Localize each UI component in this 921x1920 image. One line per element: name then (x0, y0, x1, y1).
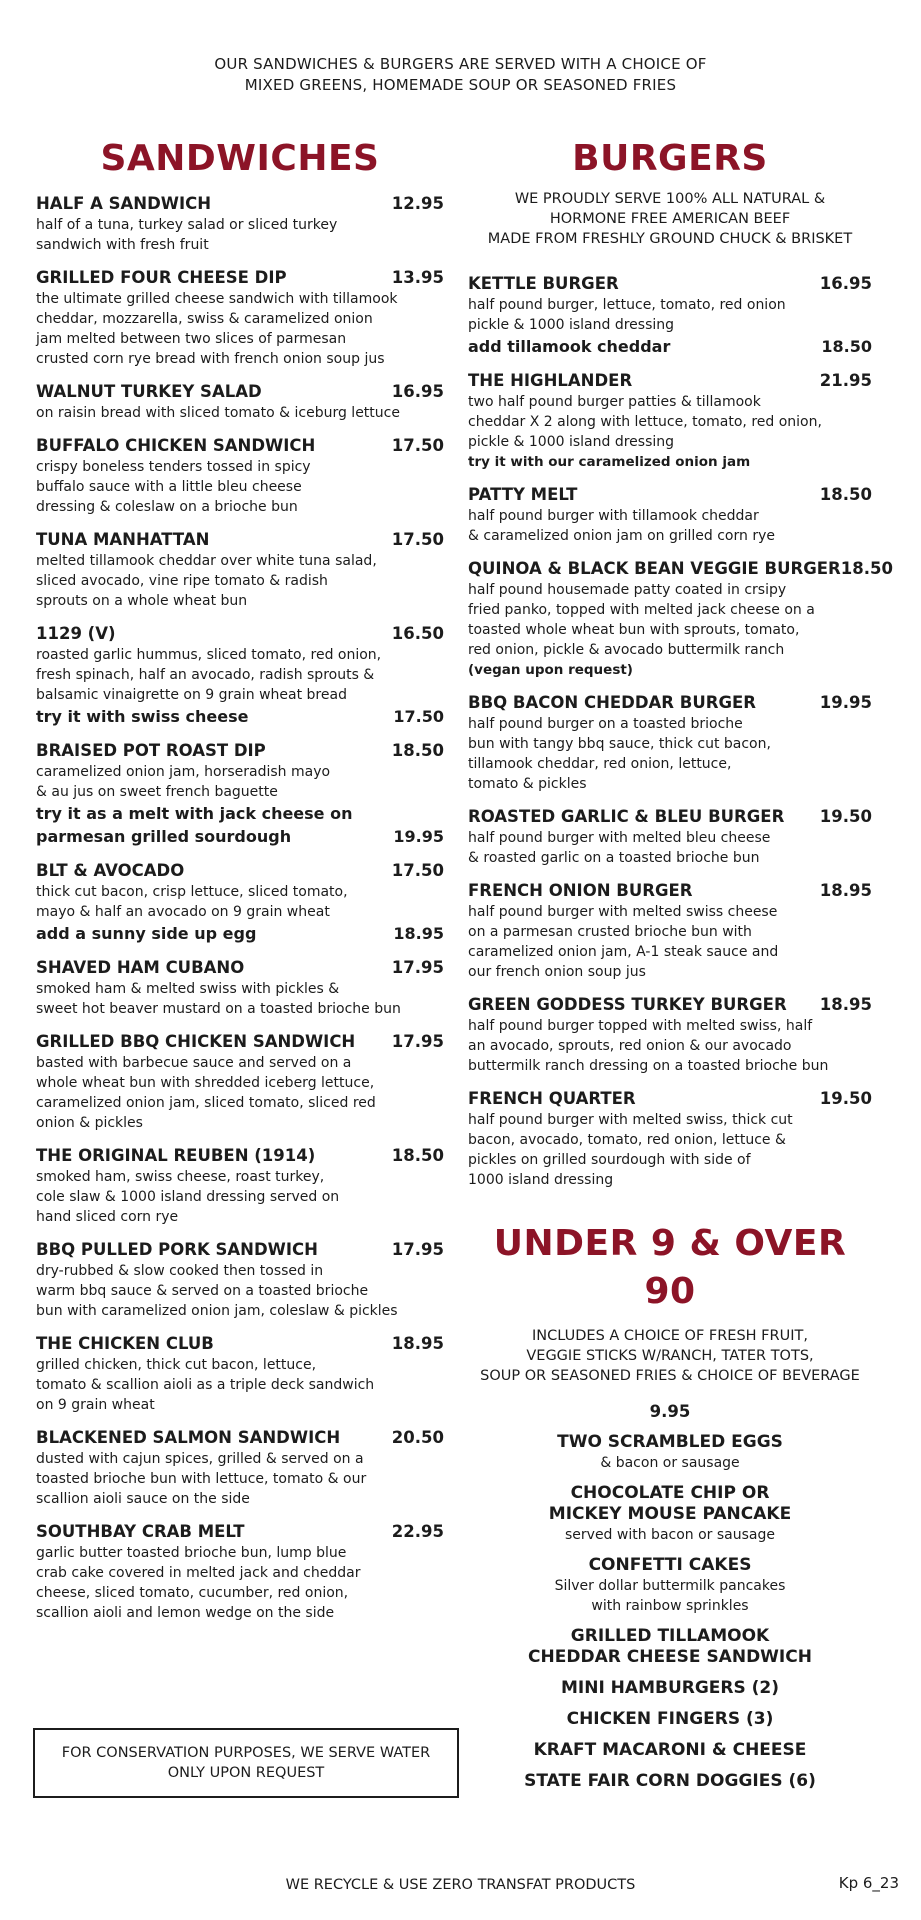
item-price: 18.50 (391, 741, 444, 760)
item-header (36, 529, 444, 551)
item-header (36, 1145, 444, 1167)
description-line: buffalo sauce with a little bleu cheese (36, 479, 302, 495)
item-price: 22.95 (391, 1522, 444, 1541)
item-name: BLT & AVOCADO (36, 861, 185, 880)
kids-item-name (468, 1432, 872, 1453)
item-description (36, 1355, 444, 1415)
item-description (36, 1449, 444, 1509)
item-name: THE ORIGINAL REUBEN (1914) (36, 1146, 316, 1165)
kids-title: UNDER 9 & OVER 90 (493, 1223, 847, 1312)
menu-item (36, 193, 444, 255)
description-line: half pound burger with tillamook cheddar (468, 508, 759, 524)
item-name: BLACKENED SALMON SANDWICH (36, 1428, 341, 1447)
description-line: roasted garlic hummus, sliced tomato, red onion, (36, 647, 382, 663)
description-line: half pound housemade patty coated in crsipy (468, 582, 787, 598)
menu-item (36, 860, 444, 945)
addon-text (36, 802, 352, 848)
kids-name-line: MINI HAMBURGERS (2) (560, 1678, 780, 1698)
item-price: 19.50 (819, 1089, 872, 1108)
description-line: thick cut bacon, crisp lettuce, sliced tomato, (36, 884, 348, 900)
addon-text (36, 705, 248, 728)
menu-code: Kp 6_23 (838, 1874, 899, 1892)
item-name: SHAVED HAM CUBANO (36, 958, 245, 977)
item-price: 21.95 (819, 371, 872, 390)
kids-name-line: TWO SCRAMBLED EGGS (557, 1432, 783, 1452)
description-line: half pound burger with melted swiss, thick cut (468, 1112, 793, 1128)
description-line: on a parmesan crusted brioche bun with (468, 924, 752, 940)
item-price: 17.50 (391, 436, 444, 455)
kids-name-line: CHEDDAR CHEESE SANDWICH (528, 1647, 812, 1667)
description-line: crusted corn rye bread with french onion soup jus (36, 351, 385, 367)
description-line: half pound burger topped with melted swiss, half (468, 1018, 813, 1034)
kids-intro-line: INCLUDES A CHOICE OF FRESH FRUIT, (532, 1328, 808, 1344)
burgers-intro-line: WE PROUDLY SERVE 100% ALL NATURAL & (514, 191, 826, 207)
item-addon (36, 922, 444, 945)
description-line: tomato & scallion aioli as a triple deck sandwich (36, 1377, 375, 1393)
description-line: bun with caramelized onion jam, coleslaw & pickles (36, 1303, 398, 1319)
item-price: 13.95 (391, 268, 444, 287)
description-line: sprouts on a whole wheat bun (36, 593, 248, 609)
item-header (36, 267, 444, 289)
kids-name-line: CONFETTI CAKES (588, 1555, 752, 1575)
kids-name-line: CHICKEN FINGERS (3) (566, 1709, 774, 1729)
description-line: tomato & pickles (468, 776, 587, 792)
item-name: GREEN GODDESS TURKEY BURGER (468, 995, 787, 1014)
item-header (468, 692, 872, 714)
item-description (36, 645, 444, 705)
item-price: 16.95 (819, 274, 872, 293)
description-line: on 9 grain wheat (36, 1397, 155, 1413)
item-price: 19.50 (819, 807, 872, 826)
item-header (468, 484, 872, 506)
menu-item (468, 1088, 872, 1190)
served-with-intro (0, 54, 921, 96)
description-line: scallion aioli and lemon wedge on the side (36, 1605, 335, 1621)
description-line: fresh spinach, half an avocado, radish sprouts & (36, 667, 375, 683)
description-line: caramelized onion jam, A-1 steak sauce and (468, 944, 779, 960)
menu-item (36, 1031, 444, 1133)
item-header (36, 860, 444, 882)
description-line: hand sliced corn rye (36, 1209, 179, 1225)
water-notice (33, 1728, 459, 1798)
menu-item (36, 529, 444, 611)
kids-item-description (468, 1453, 872, 1473)
description-line: 1000 island dressing (468, 1172, 614, 1188)
description-line: whole wheat bun with shredded iceberg lettuce, (36, 1075, 375, 1091)
item-price: 16.95 (391, 382, 444, 401)
item-note: (vegan upon request) (468, 662, 633, 678)
item-price: 20.50 (391, 1428, 444, 1447)
item-description (36, 551, 444, 611)
item-name: BUFFALO CHICKEN SANDWICH (36, 436, 316, 455)
kids-item-description (468, 1525, 872, 1545)
item-name: QUINOA & BLACK BEAN VEGGIE BURGER (468, 559, 841, 578)
menu-item (36, 1145, 444, 1227)
notice-line: FOR CONSERVATION PURPOSES, WE SERVE WATER (61, 1745, 431, 1761)
item-name: KETTLE BURGER (468, 274, 619, 293)
kids-item-name (468, 1740, 872, 1761)
item-price: 18.95 (819, 995, 872, 1014)
item-description (36, 403, 444, 423)
item-header (36, 435, 444, 457)
kids-menu-item (468, 1678, 872, 1699)
kids-item-name (468, 1483, 872, 1525)
item-description (468, 506, 872, 546)
addon-line: try it with swiss cheese (36, 707, 249, 726)
kids-desc-line: Silver dollar buttermilk pancakes (554, 1578, 786, 1594)
description-line: basted with barbecue sauce and served on a (36, 1055, 352, 1071)
kids-menu-item (468, 1771, 872, 1792)
item-description (36, 762, 444, 802)
description-line: smoked ham & melted swiss with pickles & (36, 981, 340, 997)
menu-item (468, 484, 872, 546)
description-line: pickle & 1000 island dressing (468, 317, 675, 333)
menu-item (468, 370, 872, 472)
menu-item (36, 1239, 444, 1321)
menu-item (468, 994, 872, 1076)
description-line: toasted brioche bun with lettuce, tomato & our (36, 1471, 367, 1487)
addon-price: 17.50 (393, 707, 444, 726)
description-line: dusted with cajun spices, grilled & served on a (36, 1451, 364, 1467)
kids-name-line: CHOCOLATE CHIP OR (570, 1483, 770, 1503)
sandwiches-column (36, 135, 444, 1635)
item-header (36, 381, 444, 403)
kids-name-line: MICKEY MOUSE PANCAKE (548, 1504, 792, 1524)
item-price: 18.50 (391, 1146, 444, 1165)
description-line: cole slaw & 1000 island dressing served on (36, 1189, 340, 1205)
description-line: smoked ham, swiss cheese, roast turkey, (36, 1169, 325, 1185)
kids-name-line: KRAFT MACARONI & CHEESE (533, 1740, 807, 1760)
description-line: an avocado, sprouts, red onion & our avocado (468, 1038, 792, 1054)
item-name: BBQ PULLED PORK SANDWICH (36, 1240, 318, 1259)
description-line: bun with tangy bbq sauce, thick cut bacon, (468, 736, 771, 752)
description-line: caramelized onion jam, sliced tomato, sliced red (36, 1095, 376, 1111)
item-header (36, 193, 444, 215)
item-name: HALF A SANDWICH (36, 194, 212, 213)
item-header (468, 370, 872, 392)
description-line: two half pound burger patties & tillamook (468, 394, 761, 410)
description-line: pickle & 1000 island dressing (468, 434, 675, 450)
item-description (468, 392, 872, 452)
description-line: red onion, pickle & avocado buttermilk ranch (468, 642, 785, 658)
menu-item (36, 740, 444, 848)
kids-price: 9.95 (649, 1402, 691, 1421)
burgers-list (468, 273, 893, 1190)
item-price: 17.50 (391, 530, 444, 549)
description-line: & roasted garlic on a toasted brioche bun (468, 850, 760, 866)
menu-item (468, 558, 893, 680)
item-description (36, 979, 444, 1019)
kids-item-name (468, 1555, 872, 1576)
kids-item-description (468, 1576, 872, 1616)
item-description (468, 1110, 872, 1190)
description-line: our french onion soup jus (468, 964, 646, 980)
item-description (468, 828, 872, 868)
intro-line: OUR SANDWICHES & BURGERS ARE SERVED WITH A CHOICE OF (214, 55, 707, 73)
menu-item (36, 381, 444, 423)
item-header (36, 1333, 444, 1355)
item-price: 18.95 (819, 881, 872, 900)
item-header (36, 1031, 444, 1053)
description-line: grilled chicken, thick cut bacon, lettuce, (36, 1357, 317, 1373)
item-name: TUNA MANHATTAN (36, 530, 210, 549)
item-description (468, 714, 872, 794)
kids-menu-item (468, 1555, 872, 1616)
item-description (468, 1016, 872, 1076)
kids-menu-item (468, 1432, 872, 1473)
kids-item-name (468, 1771, 872, 1792)
menu-item (36, 267, 444, 369)
item-header (468, 558, 893, 580)
footer-note: WE RECYCLE & USE ZERO TRANSFAT PRODUCTS (285, 1877, 636, 1893)
addon-price: 19.95 (393, 827, 444, 846)
addon-line: parmesan grilled sourdough (36, 827, 292, 846)
item-name: WALNUT TURKEY SALAD (36, 382, 262, 401)
description-line: the ultimate grilled cheese sandwich with tillamook (36, 291, 398, 307)
description-line: half of a tuna, turkey salad or sliced turkey (36, 217, 338, 233)
kids-list (468, 1432, 872, 1792)
menu-item (468, 806, 872, 868)
description-line: crab cake covered in melted jack and cheddar (36, 1565, 361, 1581)
description-line: cheddar X 2 along with lettuce, tomato, red onion, (468, 414, 822, 430)
item-name: THE CHICKEN CLUB (36, 1334, 214, 1353)
menu-item (468, 692, 872, 794)
item-addon (468, 335, 872, 358)
burgers-intro-line: MADE FROM FRESHLY GROUND CHUCK & BRISKET (487, 231, 853, 247)
item-description (36, 1053, 444, 1133)
description-line: buttermilk ranch dressing on a toasted brioche bun (468, 1058, 829, 1074)
description-line: warm bbq sauce & served on a toasted brioche (36, 1283, 369, 1299)
description-line: half pound burger, lettuce, tomato, red onion (468, 297, 786, 313)
menu-item (36, 1521, 444, 1623)
item-name: GRILLED BBQ CHICKEN SANDWICH (36, 1032, 356, 1051)
item-name: GRILLED FOUR CHEESE DIP (36, 268, 287, 287)
kids-menu-item (468, 1483, 872, 1545)
sandwiches-list (36, 193, 444, 1623)
item-name: PATTY MELT (468, 485, 578, 504)
addon-price: 18.50 (821, 337, 872, 356)
kids-menu-item (468, 1626, 872, 1668)
description-line: & caramelized onion jam on grilled corn rye (468, 528, 775, 544)
burgers-column (468, 135, 893, 1802)
item-header (468, 806, 872, 828)
addon-line: add tillamook cheddar (468, 337, 671, 356)
item-name: 1129 (V) (36, 624, 116, 643)
item-description (36, 1261, 444, 1321)
description-line: balsamic vinaigrette on 9 grain wheat bread (36, 687, 347, 703)
item-price: 17.95 (391, 1032, 444, 1051)
kids-name-line: GRILLED TILLAMOOK (570, 1626, 770, 1646)
item-price: 19.95 (819, 693, 872, 712)
description-line: sweet hot beaver mustard on a toasted brioche bun (36, 1001, 401, 1017)
item-header (468, 1088, 872, 1110)
addon-text (36, 922, 256, 945)
item-addon (36, 705, 444, 728)
kids-desc-line: with rainbow sprinkles (591, 1598, 749, 1614)
item-header (36, 1427, 444, 1449)
item-name: FRENCH QUARTER (468, 1089, 636, 1108)
description-line: & au jus on sweet french baguette (36, 784, 278, 800)
item-header (468, 880, 872, 902)
description-line: fried panko, topped with melted jack cheese on a (468, 602, 815, 618)
item-description (36, 289, 444, 369)
item-description (36, 457, 444, 517)
menu-item (468, 880, 872, 982)
addon-price: 18.95 (393, 924, 444, 943)
item-addon (36, 802, 444, 848)
burgers-intro (468, 189, 872, 249)
kids-name-line: STATE FAIR CORN DOGGIES (6) (524, 1771, 816, 1791)
menu-item (36, 435, 444, 517)
kids-menu-item (468, 1709, 872, 1730)
kids-section (468, 1220, 872, 1792)
item-price: 16.50 (391, 624, 444, 643)
notice-line: ONLY UPON REQUEST (167, 1765, 325, 1781)
item-description (36, 1543, 444, 1623)
menu-item (36, 957, 444, 1019)
description-line: sliced avocado, vine ripe tomato & radish (36, 573, 328, 589)
sandwiches-title: SANDWICHES (100, 138, 380, 179)
kids-desc-line: & bacon or sausage (600, 1455, 740, 1471)
description-line: cheese, sliced tomato, cucumber, red onion, (36, 1585, 349, 1601)
description-line: pickles on grilled sourdough with side of (468, 1152, 751, 1168)
item-price: 17.95 (391, 958, 444, 977)
item-price: 18.50 (819, 485, 872, 504)
kids-menu-item (468, 1740, 872, 1761)
menu-item (36, 1333, 444, 1415)
item-price: 18.50 (840, 559, 893, 578)
description-line: mayo & half an avocado on 9 grain wheat (36, 904, 330, 920)
kids-item-name (468, 1626, 872, 1668)
description-line: bacon, avocado, tomato, red onion, lettuce & (468, 1132, 786, 1148)
kids-intro (468, 1326, 872, 1386)
menu-item (36, 1427, 444, 1509)
description-line: dressing & coleslaw on a brioche bun (36, 499, 298, 515)
kids-intro-line: SOUP OR SEASONED FRIES & CHOICE OF BEVERAGE (480, 1368, 860, 1384)
item-name: BBQ BACON CHEDDAR BURGER (468, 693, 756, 712)
addon-line: add a sunny side up egg (36, 924, 257, 943)
item-description (468, 902, 872, 982)
item-header (36, 1521, 444, 1543)
burgers-title: BURGERS (572, 138, 768, 179)
item-header (36, 1239, 444, 1261)
description-line: garlic butter toasted brioche bun, lump blue (36, 1545, 347, 1561)
item-header (36, 623, 444, 645)
item-name: THE HIGHLANDER (468, 371, 633, 390)
description-line: on raisin bread with sliced tomato & iceburg lettuce (36, 405, 400, 421)
description-line: cheddar, mozzarella, swiss & caramelized onion (36, 311, 373, 327)
kids-desc-line: served with bacon or sausage (565, 1527, 775, 1543)
item-description (36, 882, 444, 922)
item-header (36, 957, 444, 979)
description-line: half pound burger with melted swiss cheese (468, 904, 778, 920)
item-description (36, 215, 444, 255)
description-line: half pound burger with melted bleu cheese (468, 830, 771, 846)
description-line: tillamook cheddar, red onion, lettuce, (468, 756, 732, 772)
kids-item-name (468, 1709, 872, 1730)
addon-text (468, 335, 670, 358)
description-line: crispy boneless tenders tossed in spicy (36, 459, 311, 475)
description-line: dry-rubbed & slow cooked then tossed in (36, 1263, 324, 1279)
description-line: melted tillamook cheddar over white tuna salad, (36, 553, 377, 569)
addon-line: try it as a melt with jack cheese on (36, 804, 353, 823)
item-name: ROASTED GARLIC & BLEU BURGER (468, 807, 785, 826)
description-line: caramelized onion jam, horseradish mayo (36, 764, 331, 780)
kids-intro-line: VEGGIE STICKS W/RANCH, TATER TOTS, (526, 1348, 814, 1364)
item-description (36, 1167, 444, 1227)
intro-line: MIXED GREENS, HOMEMADE SOUP OR SEASONED FRIES (244, 76, 677, 94)
description-line: sandwich with fresh fruit (36, 237, 209, 253)
item-price: 17.50 (391, 861, 444, 880)
item-description (468, 295, 872, 335)
description-line: jam melted between two slices of parmesan (36, 331, 347, 347)
burgers-intro-line: HORMONE FREE AMERICAN BEEF (549, 211, 791, 227)
item-note: try it with our caramelized onion jam (468, 454, 751, 470)
kids-item-name (468, 1678, 872, 1699)
item-header (36, 740, 444, 762)
description-line: onion & pickles (36, 1115, 143, 1131)
menu-item (468, 273, 872, 358)
item-name: BRAISED POT ROAST DIP (36, 741, 266, 760)
menu-item (36, 623, 444, 728)
item-name: FRENCH ONION BURGER (468, 881, 693, 900)
item-name: SOUTHBAY CRAB MELT (36, 1522, 245, 1541)
description-line: half pound burger on a toasted brioche (468, 716, 743, 732)
item-price: 17.95 (391, 1240, 444, 1259)
description-line: scallion aioli sauce on the side (36, 1491, 250, 1507)
item-description (468, 580, 872, 660)
item-header (468, 273, 872, 295)
item-price: 18.95 (391, 1334, 444, 1353)
item-header (468, 994, 872, 1016)
item-price: 12.95 (391, 194, 444, 213)
description-line: toasted whole wheat bun with sprouts, tomato, (468, 622, 800, 638)
